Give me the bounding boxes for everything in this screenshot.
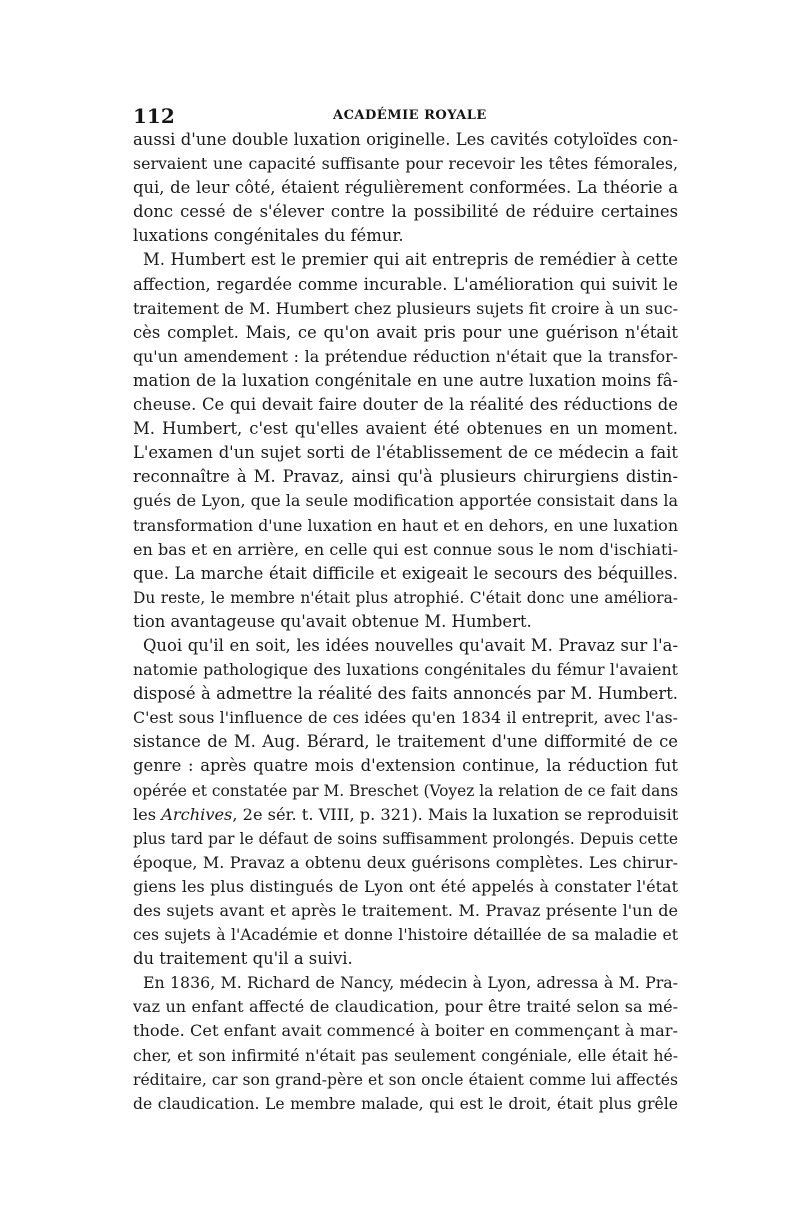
text-line: de claudication. Le membre malade, qui est le droit, était plus grêle — [133, 1094, 678, 1113]
text-line: donc cessé de s'élever contre la possibilité de réduire certaines — [133, 202, 678, 222]
text-line: En 1836, M. Richard de Nancy, médecin à Lyon, adressa à M. Pra- — [143, 973, 678, 993]
text-line: traitement de M. Humbert chez plusieurs sujets fit croire à un suc- — [133, 298, 678, 318]
text-line: vaz un enfant affecté de claudication, pour être traité selon sa mé- — [133, 997, 678, 1017]
running-title: ACADÉMIE ROYALE — [333, 108, 487, 123]
citation-prefix: les — [133, 804, 162, 824]
text-line: des sujets avant et après le traitement. M. Pravaz présente l'un de — [133, 901, 678, 920]
text-line: L'examen d'un sujet sorti de l'établissement de ce médecin a fait — [133, 443, 678, 463]
text-line: servaient une capacité suffisante pour recevoir les têtes fémorales, — [133, 154, 678, 174]
text-line: cheuse. Ce qui devait faire douter de la réalité des réductions de — [133, 395, 678, 415]
text-line: cher, et son infirmité n'était pas seulement congéniale, elle était hé- — [133, 1046, 678, 1065]
text-line: plus tard par le défaut de soins suffisamment prolongés. Depuis cette — [133, 829, 678, 848]
text-line: C'est sous l'influence de ces idées qu'en 1834 il entreprit, avec l'as- — [133, 708, 678, 728]
text-line: luxations congénitales du fémur. — [133, 226, 404, 246]
text-line: du traitement qu'il a suivi. — [133, 949, 353, 969]
text-line: transformation d'une luxation en haut et en dehors, en une luxation — [133, 515, 678, 535]
text-line: mation de la luxation congénitale en une autre luxation moins fâ- — [133, 370, 678, 390]
text-line-with-citation — [133, 803, 678, 827]
body-text — [133, 128, 678, 1116]
text-line: Quoi qu'il en soit, les idées nouvelles qu'avait M. Pravaz sur l'a- — [143, 635, 678, 655]
journal-title: Archives — [161, 804, 233, 824]
text-line: qu'un amendement : la prétendue réduction n'était que la transfor- — [133, 346, 678, 366]
text-line: giens les plus distingués de Lyon ont été appelés à constater l'état — [133, 876, 678, 896]
text-line: affection, regardée comme incurable. L'amélioration qui suivit le — [133, 274, 678, 294]
text-line: ces sujets à l'Académie et donne l'histoire détaillée de sa maladie et — [133, 926, 678, 945]
text-line: thode. Cet enfant avait commencé à boiter en commençant à mar- — [133, 1021, 678, 1041]
text-line: sistance de M. Aug. Bérard, le traitement d'une difformité de ce — [133, 732, 678, 752]
text-line: disposé à admettre la réalité des faits annoncés par M. Humbert. — [133, 684, 678, 704]
text-line: natomie pathologique des luxations congénitales du fémur l'avaient — [133, 660, 678, 680]
text-line: que. La marche était difficile et exigeait le secours des béquilles. — [133, 563, 678, 583]
text-line: tion avantageuse qu'avait obtenue M. Humbert. — [133, 611, 532, 631]
text-line: Du reste, le membre n'était plus atrophié. C'était donc une améliora- — [133, 588, 678, 607]
text-line: M. Humbert, c'est qu'elles avaient été obtenues en un moment. — [133, 419, 678, 439]
text-line: reconnaître à M. Pravaz, ainsi qu'à plusieurs chirurgiens distin- — [133, 467, 678, 487]
text-line: aussi d'une double luxation originelle. Les cavités cotyloïdes con- — [133, 130, 678, 149]
text-line: M. Humbert est le premier qui ait entrepris de remédier à cette — [143, 250, 678, 270]
text-line: gués de Lyon, que la seule modification apportée consistait dans la — [133, 491, 678, 511]
text-line: cès complet. Mais, ce qu'on avait pris pour une guérison n'était — [133, 322, 678, 342]
page-header — [133, 104, 678, 128]
text-line: genre : après quatre mois d'extension continue, la réduction fut — [133, 756, 678, 776]
page-number: 112 — [133, 104, 175, 128]
text-line: qui, de leur côté, étaient régulièrement conformées. La théorie a — [133, 178, 678, 198]
text-line: réditaire, car son grand-père et son oncle étaient comme lui affectés — [133, 1070, 678, 1089]
text-line: en bas et en arrière, en celle qui est connue sous le nom d'ischiati- — [133, 539, 678, 559]
citation-suffix: , 2e sér. t. VIII, p. 321). Mais la luxation se reproduisit — [232, 804, 678, 824]
text-line: opérée et constatée par M. Breschet (Voyez la relation de ce fait dans — [133, 781, 678, 800]
text-line: époque, M. Pravaz a obtenu deux guérisons complètes. Les chirur- — [133, 852, 678, 872]
